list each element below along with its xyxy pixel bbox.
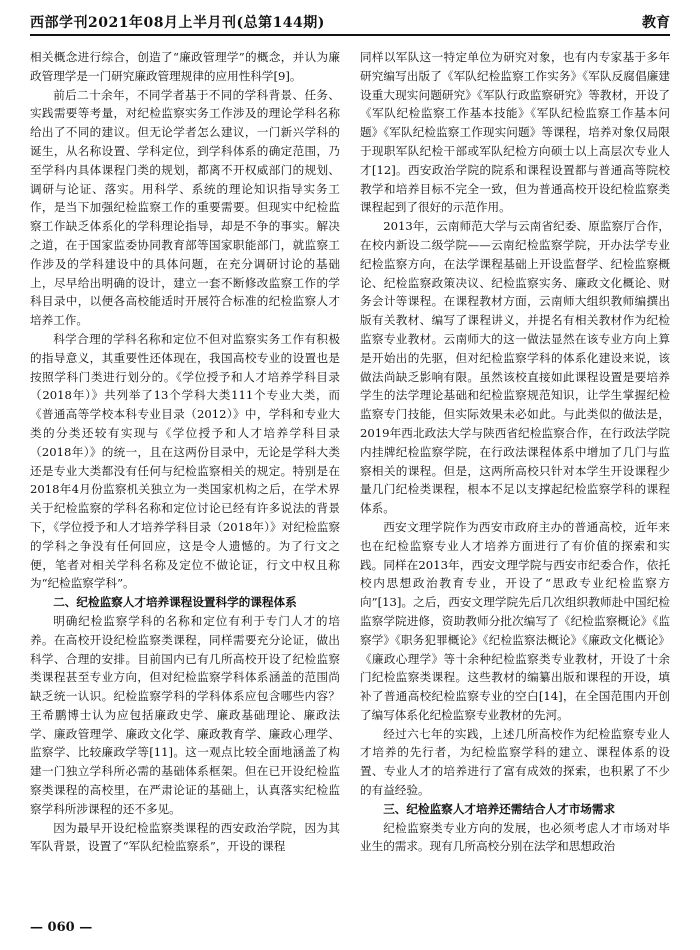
paragraph: 西安文理学院作为西安市政府主办的普通高校，近年来也在纪检监察专业人才培养方面进行了有价值的探索和实践。同样在2013年，西安文理学院与西安市纪委合作，依托校内思想政治教育专业，开设了“思政专业纪检监察方向”[13]。之后，西安文理学院先后几次组织教师赴中国纪检监察学院进修，资助教师分批次编写了《纪检监察概论》《监察学》《职务犯罪概论》《纪检监察法概论》《廉政文化概论》《廉政心理学》等十余种纪检监察类专业教材，开设了十余门纪检监察类课程。这些教材的编纂出版和课程的开设，填补了普通高校纪检监察专业的空白[14]，在全国范围内开创了编写体系化纪检监察专业教材的先河。 (360, 519, 670, 722)
section-label: 教育 (642, 15, 670, 31)
page-header (30, 10, 670, 36)
journal-title: 西部学刊2021年08月上半月刊(总第144期) (30, 15, 325, 31)
right-column (360, 48, 670, 856)
header-rule (30, 34, 670, 36)
page-number: — 060 — (30, 920, 93, 935)
paragraph: 纪检监察类专业方向的发展，也必须考虑人才市场对毕业生的需求。现有几所高校分别在法学和思想政治 (360, 820, 670, 854)
paragraph: 科学合理的学科名称和定位不但对监察实务工作有积极的指导意义，其重要性还体现在，我国高校专业的设置也是按照学科门类进行划分的。《学位授予和人才培养学科目录（2018年）》共列举了13个学科大类111个专业大类，而《普通高等学校本科专业目录（2012）》中，学科和专业大类的分类还较有实现与《学位授予和人才培养学科目录（2018年）》的统一，且在这两份目录中，无论是学科大类还是专业大类都没有任何与纪检监察相关的规定。特别是在2018年4月份监察机关独立为一类国家机构之后，在学术界关于纪检监察的学科名称和定位讨论已经有许多说法的背景下，《学位授予和人才培养学科目录（2018年）》对纪检监察的学科之争没有任何回应，这是令人遗憾的。为了行文之便，笔者对相关学科名称及定位不做论证，行文中权且称为“纪检监察学科”。 (30, 331, 340, 591)
paragraph: 2013年，云南师范大学与云南省纪委、原监察厅合作，在校内新设二级学院——云南纪检监察学院，开办法学专业纪检监察方向，在法学课程基础上开设监督学、纪检监察概论、纪检监察政策决议、纪检监察实务、廉政文化概论、财务会计等课程。在课程教材方面，云南师大组织教师编撰出版有关教材、编写了课程讲义，并提名有相关教材作为纪检监察专业教材。云南师大的这一做法显然在该专业方向上算是开始出的先驱，但对纪检监察学科的体系化建设来说，该做法尚缺乏影响有限。虽然该校直接如此课程设置是要培养学生的法学理论基础和纪检监察规范知识，让学生掌握纪检监察专门技能，但实际效果未必如此。与此类似的做法是，2019年西北政法大学与陕西省纪检监察合作，在行政法学院内挂牌纪检监察学院，在行政法课程体系中增加了几门与监察相关的课程。但是，这两所高校只针对本学生开设课程少量几门纪检类课程，根本不足以支撑起纪检监察学科的课程体系。 (360, 219, 670, 516)
section-heading: 三、纪检监察人才培养还需结合人才市场需求 (383, 801, 616, 816)
left-column (30, 48, 340, 856)
paragraph: 相关概念进行综合，创造了“廉政管理学”的概念，并认为廉政管理学是一门研究廉政管理规律的应用性科学[9]。 (30, 50, 340, 83)
section-heading: 二、纪检监察人才培养课程设置科学的课程体系 (53, 595, 297, 610)
paragraph: 明确纪检监察学科的名称和定位有利于专门人才的培养。在高校开设纪检监察类课程，同样需要充分论证，做出科学、合理的安排。目前国内已有几所高校开设了纪检监察类课程甚至专业方向，但对纪检监察学科体系涵盖的范围尚缺乏统一认识。纪检监察学科的学科体系应包含哪些内容？王希鹏博士认为应包括廉政史学、廉政基础理论、廉政法学、廉政管理学、廉政文化学、廉政教育学、廉政心理学、监察学、比较廉政学等[11]。这一观点比较全面地涵盖了构建一门独立学科所必需的基础体系框架。但在已开设纪检监察类课程的高校里，在严肃论证的基础上，认真落实纪检监察学科所涉课程的还不多见。 (30, 613, 340, 816)
paragraph: 同样以军队这一特定单位为研究对象，也有内专家基于多年研究编写出版了《军队纪检监察工作实务》《军队反腐倡廉建设重大现实问题研究》《军队行政监察研究》等教材，开设了《军队纪检监察工作基本技能》《军队纪检监察工作基本问题》《军队纪检监察工作现实问题》等课程，培养对象仅局限于现职军队纪检干部或军队纪检方向硕士以上高层次专业人才[12]。西安政治学院的院系和课程设置都与普通高等院校教学和培养目标不完全一致，但为普通高校开设纪检监察类课程起到了很好的示范作用。 (360, 50, 670, 215)
paragraph: 前后二十余年，不同学者基于不同的学科背景、任务、实践需要等考量，对纪检监察实务工作涉及的理论学科名称给出了不同的建议。但无论学者怎么建议，一门新兴学科的诞生，从名称设置、学科定位，到学科体系的确定范围，乃至学科内具体课程门类的规划，都离不开权威部门的规划、调研与论证、落实。用科学、系统的理论知识指导实务工作，是当下加强纪检监察工作的重要需要。但现实中纪检监察工作缺乏体系化的学科理论指导，却是不争的事实。解决之道，在于国家监委协同教育部等国家职能部门，就监察工作涉及的学科建设中的具体问题，在充分调研讨论的基础上，尽早给出明确的设计，建立一套不断修改监察工作的学科目录中，以便各高校能适时开展符合标准的纪检监察人才培养工作。 (30, 87, 340, 328)
paragraph: 经过六七年的实践，上述几所高校作为纪检监察专业人才培养的先行者，为纪检监察学科的建立、课程体系的设置、专业人才的培养进行了富有成效的探索，也积累了不少的有益经验。 (360, 726, 670, 798)
paragraph: 因为最早开设纪检监察类课程的西安政治学院，因为其军队背景，设置了“军队纪检监察系”，开设的课程 (30, 820, 340, 854)
